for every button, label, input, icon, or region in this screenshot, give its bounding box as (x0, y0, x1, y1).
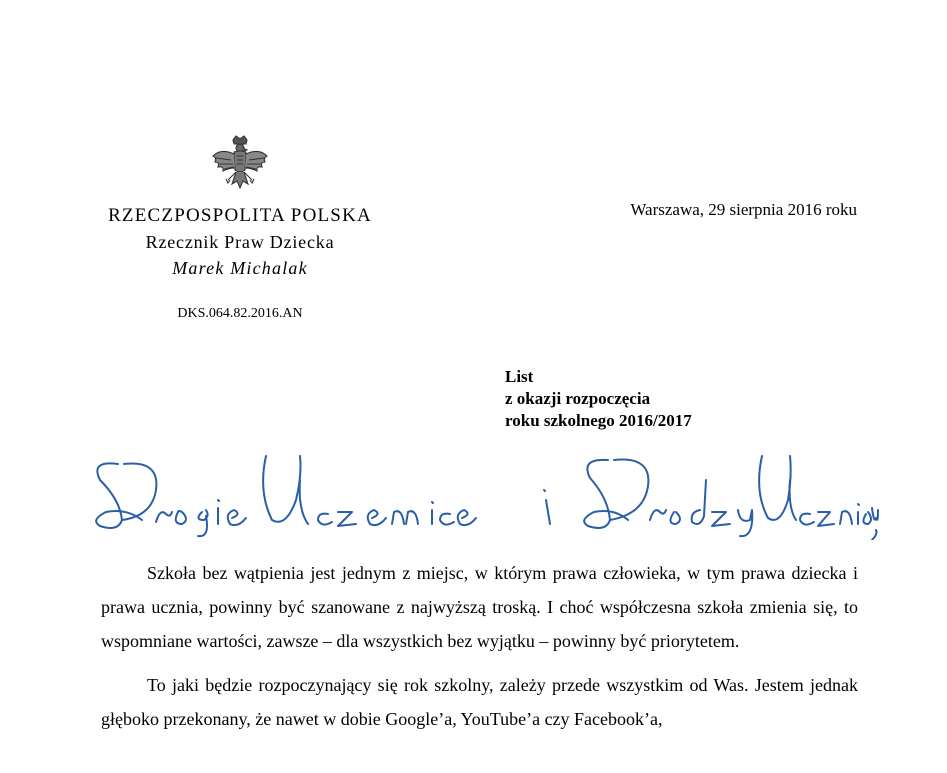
org-name: RZECZPOSPOLITA POLSKA (108, 205, 372, 226)
date-line: Warszawa, 29 sierpnia 2016 roku (630, 200, 857, 219)
reference-number: DKS.064.82.2016.AN (177, 306, 303, 321)
handwritten-greeting (60, 420, 880, 540)
body-paragraph: Szkoła bez wątpienia jest jednym z miejsc, w którym prawa człowieka, w tym prawa dziecka i prawa ucznia, powinny być szanowane z najwyższą troską. I choć współczesna szkoła zmienia się, to wspomniane wartości, zawsze – dla wszystkich bez wyjątku – powinny być priorytetem. (101, 563, 858, 651)
person-name: Marek Michalak (172, 258, 308, 278)
body-paragraph: To jaki będzie rozpoczynający się rok szkolny, zależy przede wszystkim od Was. Jestem jednak głęboko przekonany, że nawet w dobie Google’a, YouTube’a czy Facebook’a, (101, 675, 858, 729)
title-line-1: List (505, 367, 534, 386)
sender-block (80, 203, 400, 281)
title-line-3: roku szkolnego 2016/2017 (505, 411, 692, 430)
eagle-emblem-icon (209, 134, 271, 200)
office-name: Rzecznik Praw Dziecka (145, 232, 335, 252)
letter-body (101, 556, 858, 746)
title-line-2: z okazji rozpoczęcia (505, 389, 651, 408)
